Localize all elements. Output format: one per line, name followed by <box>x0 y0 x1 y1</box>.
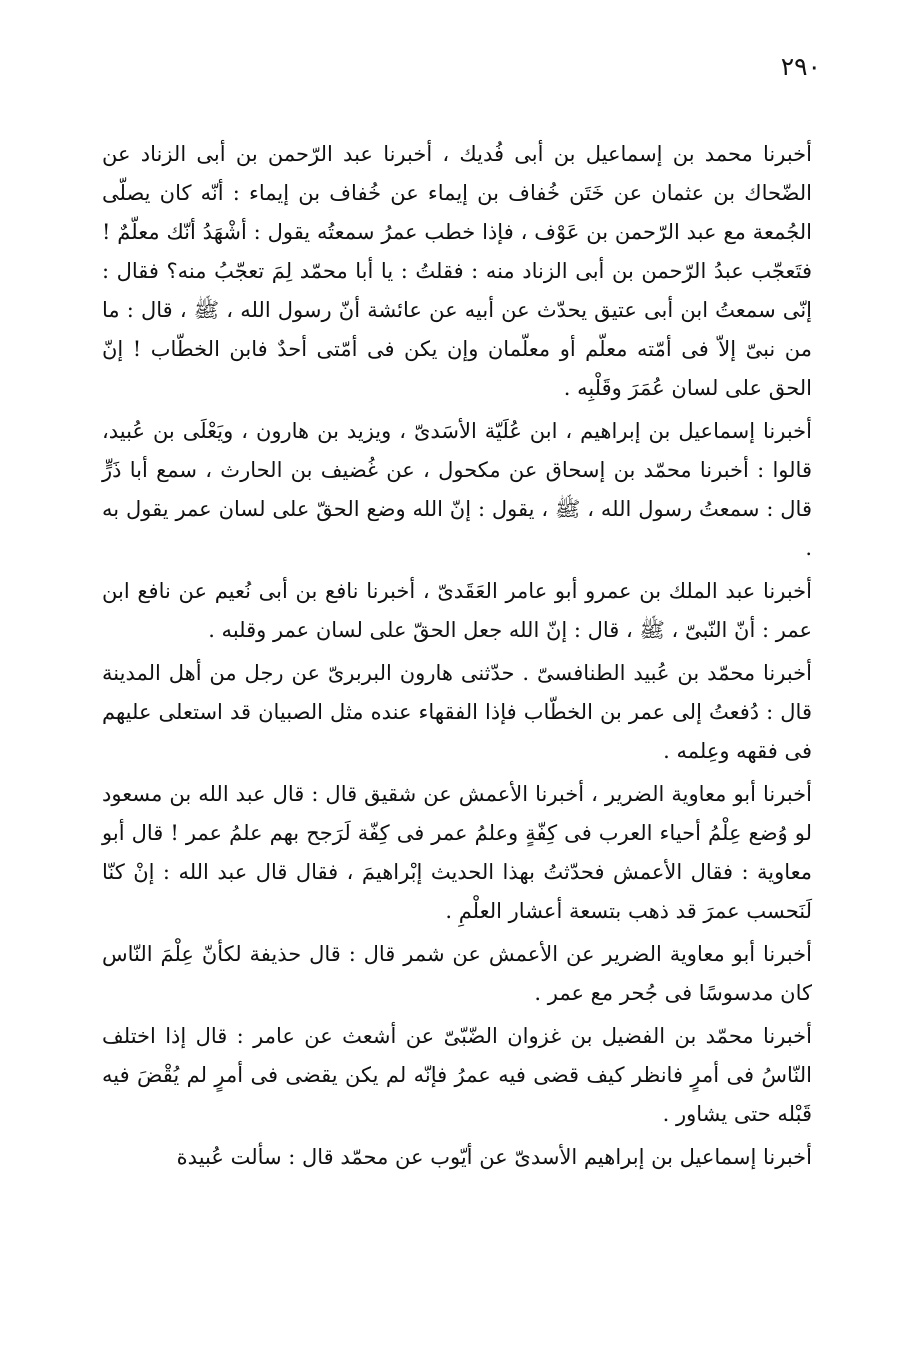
paragraph-6: أخبرنا أبو معاوية الضرير عن الأعمش عن شمر قال : قال حذيفة لكأنّ عِلْمَ النّاس كان مدسوسًا فى جُحر مع عمر . <box>102 942 812 1005</box>
paragraph-1: أخبرنا محمد بن إسماعيل بن أبى فُديك ، أخبرنا عبد الرّحمن بن أبى الزناد عن الضّحاك بن عثمان عن خَتَن خُفاف بن إيماء عن خُفاف بن إيماء : أنّه كان يصلّى الجُمعة مع عبد الرّحمن بن عَوْف ، فإذا خطب عمرُ سمعتُه يقول : أشْهَدُ أنّك معلّمٌ ! فتَعجّب عبدُ الرّحمن بن أبى الزناد منه : فقلتُ : يا أبا محمّد لِمَ تعجّبُ منه؟ فقال : إنّى سمعتُ ابن أبى عتيق يحدّث عن أبيه عن عائشة أنّ رسول الله ، ﷺ ، قال : ما من نبىّ إلاّ فى أمّته معلّم أو معلّمان وإن يكن فى أمّتى أحدٌ فابن الخطّاب ! إنّ الحق على لسان عُمَرَ وقَلْبِه . <box>102 142 812 400</box>
page-body <box>102 135 812 1181</box>
page-number: ٢٩٠ <box>780 52 821 81</box>
paragraph-5: أخبرنا أبو معاوية الضرير ، أخبرنا الأعمش عن شقيق قال : قال عبد الله بن مسعود لو وُضع عِلْمُ أحياء العرب فى كِفّةٍ وعلمُ عمر فى كِفّة لَرَجح بهم علمُ عمر ! قال أبو معاوية : فقال الأعمش فحدّثتُ بهذا الحديث إبْراهيمَ ، فقال قال عبد الله : إنْ كنّا لَنَحسب عمرَ قد ذهب بتسعة أعشار العلْمِ . <box>102 782 812 923</box>
paragraph-8: أخبرنا إسماعيل بن إبراهيم الأسدىّ عن أيّوب عن محمّد قال : سألت عُبيدة <box>176 1145 812 1169</box>
paragraph-3: أخبرنا عبد الملك بن عمرو أبو عامر العَقَدىّ ، أخبرنا نافع بن أبى نُعيم عن نافع ابن عمر : أنّ النّبىّ ، ﷺ ، قال : إنّ الله جعل الحقّ على لسان عمر وقلبه . <box>102 579 812 642</box>
paragraph-7: أخبرنا محمّد بن الفضيل بن غزوان الضّبّىّ عن أشعث عن عامر : قال إذا اختلف النّاسُ فى أمرٍ فانظر كيف قضى فيه عمرُ فإنّه لم يكن يقضى فى أمرٍ لم يُقْضَ فيه قَبْله حتى يشاور . <box>102 1024 812 1126</box>
paragraph-4: أخبرنا محمّد بن عُبيد الطنافسىّ . حدّثنى هارون البربرىّ عن رجل من أهل المدينة قال : دُفعتُ إلى عمر بن الخطّاب فإذا الفقهاء عنده مثل الصبيان قد استعلى عليهم فى فقهه وعِلمه . <box>102 661 812 763</box>
paragraph-2: أخبرنا إسماعيل بن إبراهيم ، ابن عُلَيّة الأسَدىّ ، ويزيد بن هارون ، ويَعْلَى بن عُبيد، قالوا : أخبرنا محمّد بن إسحاق عن مكحول ، عن غُضيف بن الحارث ، سمع أبا ذَرٍّ قال : سمعتُ رسول الله ، ﷺ ، يقول : إنّ الله وضع الحقّ على لسان عمر يقول به . <box>102 419 812 560</box>
